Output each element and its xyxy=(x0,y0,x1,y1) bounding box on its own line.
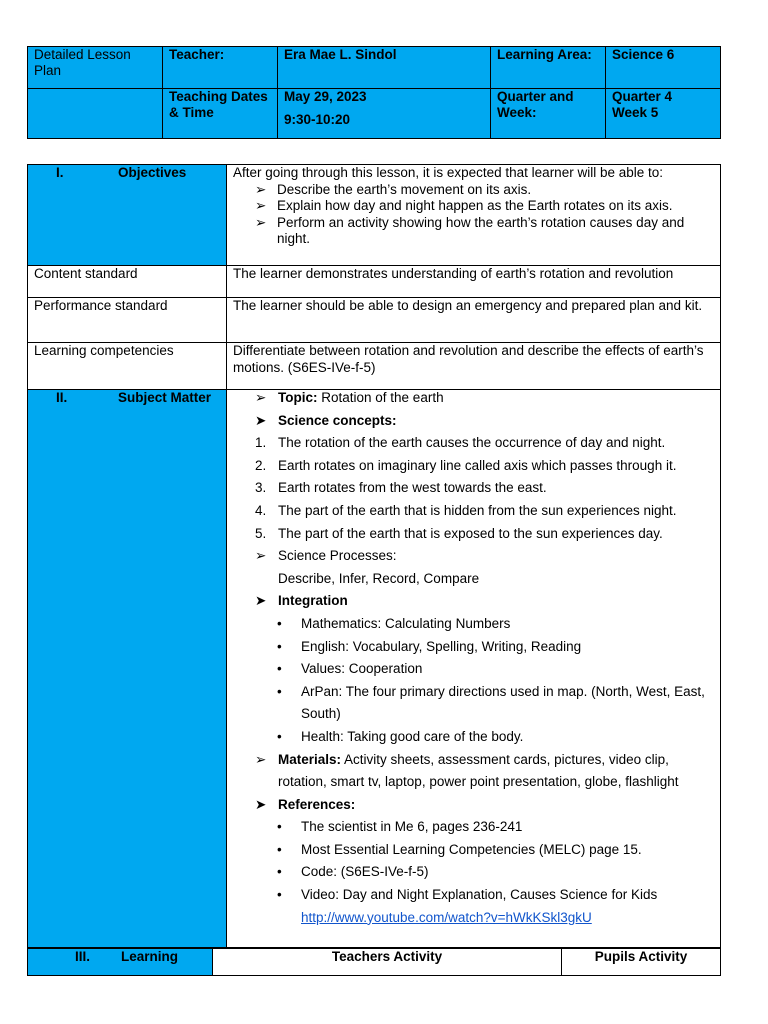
teacher-label-cell xyxy=(163,47,278,89)
arrow-bullet-icon: ➢ xyxy=(255,390,267,405)
objectives-list xyxy=(233,182,714,248)
video-link[interactable]: http://www.youtube.com/watch?v=hWkKSkl3gkU xyxy=(301,909,592,925)
list-item: • Health: Taking good care of the body. xyxy=(277,728,524,744)
objectives-cell xyxy=(227,165,721,266)
competencies-label: Learning competencies xyxy=(34,343,174,358)
area-label: Learning Area: xyxy=(497,47,592,62)
list-item: • Values: Cooperation xyxy=(277,661,423,677)
date-value: May 29, 2023 xyxy=(284,89,367,104)
concepts-heading: ➤ Science concepts: xyxy=(233,410,714,433)
list-item: ➢ Perform an activity showing how the earth’s rotation causes day and night. xyxy=(255,214,685,246)
content-standard-label-cell xyxy=(28,266,227,298)
competencies-label-cell xyxy=(28,343,227,390)
content-standard-value: The learner demonstrates understanding of earth’s rotation and revolution xyxy=(233,266,674,281)
time-value: 9:30-10:20 xyxy=(284,112,351,127)
plan-label-cell xyxy=(28,47,163,89)
teacher-label: Teacher: xyxy=(169,47,225,62)
quarter-label: Quarter and Week: xyxy=(497,89,574,120)
integration-heading: ➤ Integration xyxy=(233,590,714,613)
section-number: II. xyxy=(56,390,68,405)
arrow-bullet-icon: ➢ xyxy=(255,751,267,767)
teachers-activity-header: Teachers Activity xyxy=(213,949,562,976)
references-heading: ➤ References: xyxy=(233,794,714,817)
section-title: Learning xyxy=(121,949,179,964)
list-item: • ArPan: The four primary directions used in map. (North, West, East, South) xyxy=(277,683,705,722)
plan-label: Detailed Lesson Plan xyxy=(34,47,131,78)
arrow-bullet-icon: ➢ xyxy=(255,548,267,564)
list-item: • Mathematics: Calculating Numbers xyxy=(277,615,511,631)
list-item: 1. The rotation of the earth causes the occurrence of day and night. xyxy=(255,435,666,451)
subject-label-cell xyxy=(28,390,227,948)
dates-label: Teaching Dates & Time xyxy=(169,89,268,120)
learning-label-cell xyxy=(28,949,213,976)
section-number: I. xyxy=(56,165,64,180)
area-label-cell xyxy=(491,47,606,89)
processes-heading: ➢ Science Processes: xyxy=(233,545,714,568)
list-item: 3. Earth rotates from the west towards the east. xyxy=(255,480,547,496)
dates-label-cell xyxy=(163,89,278,139)
content-standard-label: Content standard xyxy=(34,266,138,281)
performance-standard-label-cell xyxy=(28,298,227,343)
performance-standard-label: Performance standard xyxy=(34,298,168,313)
competencies-cell xyxy=(227,343,721,390)
list-item: • Code: (S6ES-IVe-f-5) xyxy=(277,864,429,880)
week-value: Week 5 xyxy=(612,105,659,120)
processes-value: Describe, Infer, Record, Compare xyxy=(278,570,480,586)
teacher-value-cell xyxy=(278,47,491,89)
objectives-label-cell xyxy=(28,165,227,266)
dates-value-cell xyxy=(278,89,491,139)
quarter-value-cell xyxy=(606,89,721,139)
performance-standard-value: The learner should be able to design an emergency and prepared plan and kit. xyxy=(233,298,703,313)
arrow-bullet-icon: ➢ xyxy=(255,214,267,230)
list-item: 2. Earth rotates on imaginary line called axis which passes through it. xyxy=(255,457,677,473)
arrow-bullet-bold-icon: ➤ xyxy=(255,412,267,428)
topic-row: ➢ Topic: Rotation of the earth xyxy=(233,387,714,410)
subject-title xyxy=(34,390,220,407)
objectives-title xyxy=(34,165,220,180)
section-title: Subject Matter xyxy=(118,390,212,405)
header-table xyxy=(27,46,721,139)
list-item: • Most Essential Learning Competencies (MELC) page 15. xyxy=(277,841,642,857)
teacher-value: Era Mae L. Sindol xyxy=(284,47,397,62)
list-item: ➢ Describe the earth’s movement on its axis. xyxy=(255,181,532,197)
arrow-bullet-bold-icon: ➤ xyxy=(255,796,267,812)
list-item: • The scientist in Me 6, pages 236-241 xyxy=(277,819,523,835)
quarter-value: Quarter 4 xyxy=(612,89,673,104)
section-title: Objectives xyxy=(118,165,187,180)
learning-table xyxy=(27,948,721,976)
list-item: ➢ Explain how day and night happen as the Earth rotates on its axis. xyxy=(255,198,673,213)
list-item: • English: Vocabulary, Spelling, Writing, Reading xyxy=(277,638,582,654)
arrow-bullet-icon: ➢ xyxy=(255,198,267,213)
lesson-table xyxy=(27,164,721,948)
list-item: 5. The part of the earth that is exposed to the sun experiences day. xyxy=(255,525,663,541)
arrow-bullet-bold-icon: ➤ xyxy=(255,593,267,609)
arrow-bullet-icon: ➢ xyxy=(255,181,267,197)
link-row xyxy=(233,907,714,930)
subject-matter-cell xyxy=(227,390,721,948)
objectives-intro: After going through this lesson, it is expected that learner will be able to: xyxy=(233,165,663,180)
list-item: 4. The part of the earth that is hidden from the sun experiences night. xyxy=(255,502,677,518)
pupils-activity-header: Pupils Activity xyxy=(562,949,721,976)
area-value-cell xyxy=(606,47,721,89)
learning-title xyxy=(34,949,206,964)
materials-row: ➢ Materials: Activity sheets, assessment cards, pictures, video clip, rotation, smart tv, laptop, power point presentation, globe, flashlight xyxy=(233,749,714,794)
section-number: III. xyxy=(75,949,91,964)
quarter-label-cell xyxy=(491,89,606,139)
competencies-value: Differentiate between rotation and revolution and describe the effects of earth’s motions. (S6ES-IVe-f-5) xyxy=(233,343,704,375)
area-value: Science 6 xyxy=(612,47,675,62)
list-item: • Video: Day and Night Explanation, Causes Science for Kids xyxy=(277,887,658,903)
performance-standard-cell xyxy=(227,298,721,343)
blank-cell xyxy=(28,89,163,139)
content-standard-cell xyxy=(227,266,721,298)
